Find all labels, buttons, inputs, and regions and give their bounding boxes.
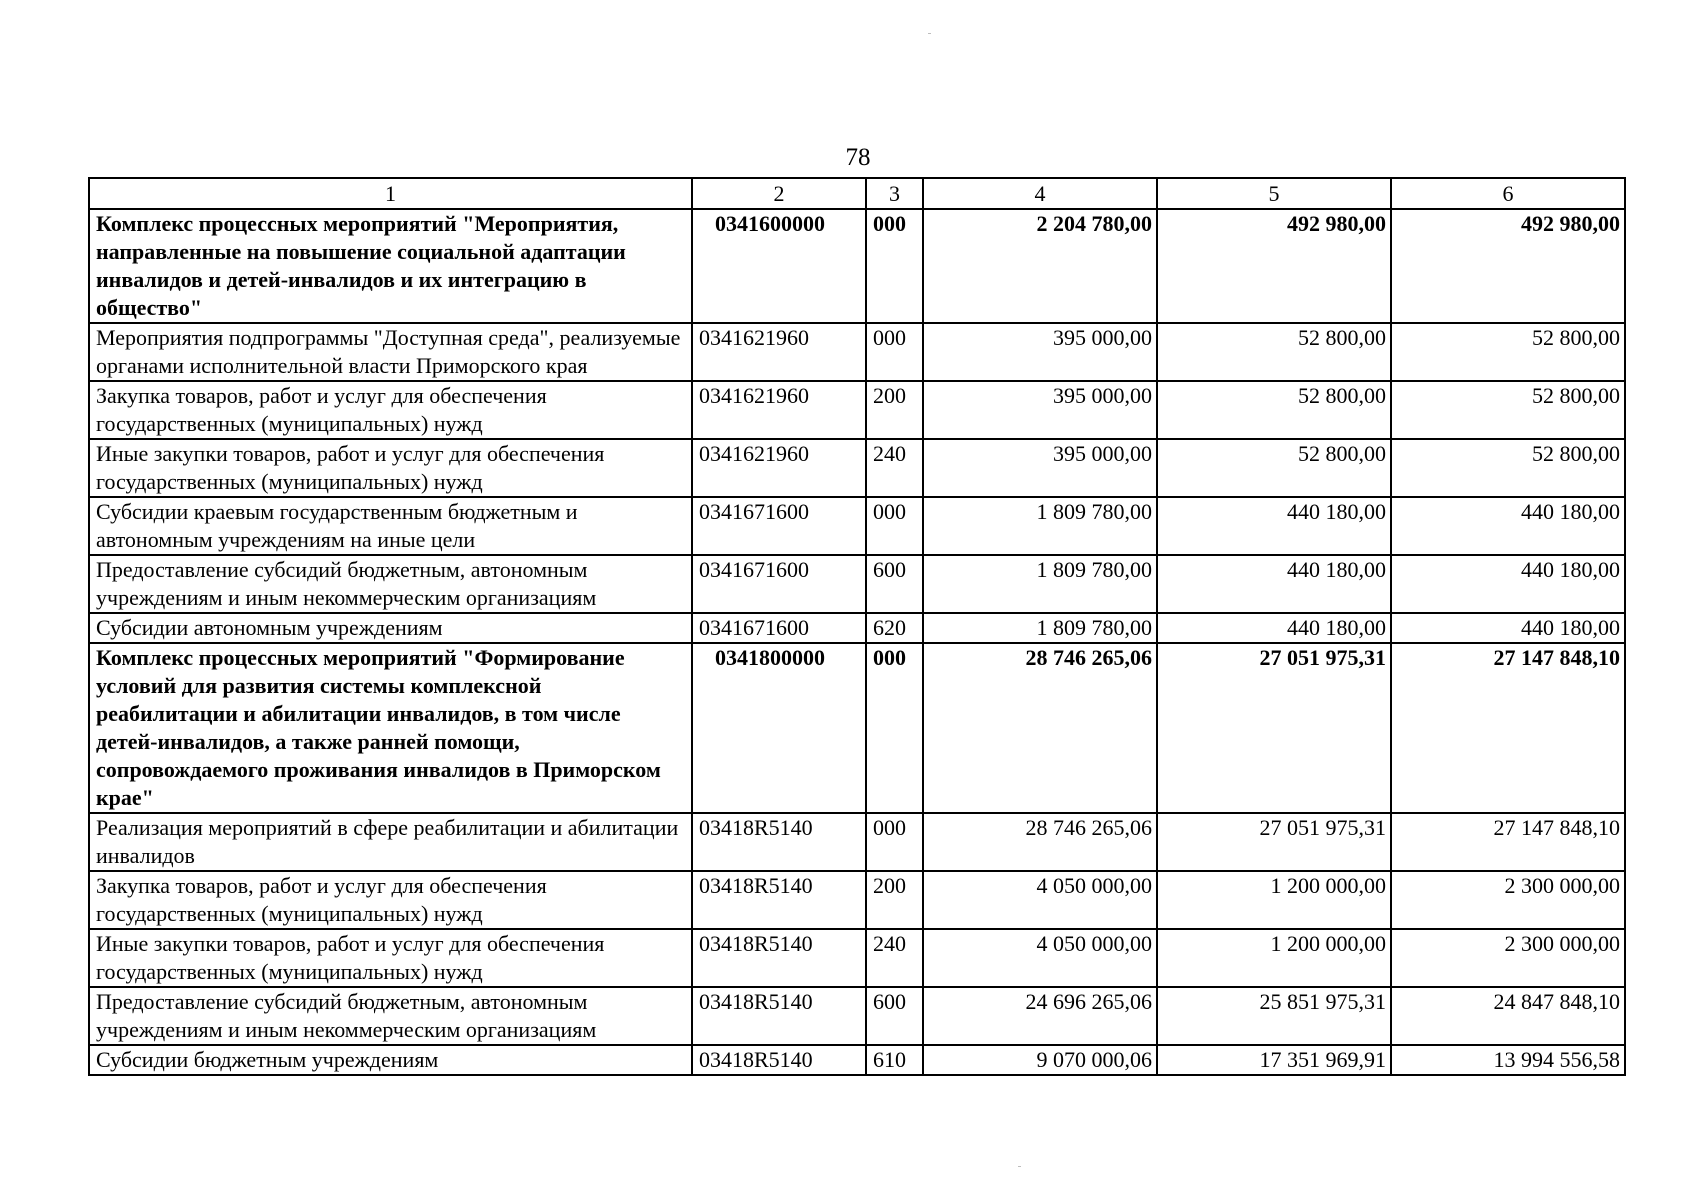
page-number: 78 [845, 144, 871, 171]
amount-year-2-cell: 1 200 000,00 [1157, 871, 1391, 929]
scan-mark [1018, 1166, 1021, 1167]
scan-mark [928, 33, 931, 34]
amount-year-2-cell: 27 051 975,31 [1157, 813, 1391, 871]
target-article-code-cell: 0341671600 [692, 613, 866, 643]
row-name-cell: Субсидии краевым государственным бюджетным и автономным учреждениям на иные цели [89, 497, 692, 555]
column-number-row [89, 178, 1625, 209]
row-name-cell: Иные закупки товаров, работ и услуг для обеспечения государственных (муниципальных) нужд [89, 929, 692, 987]
amount-year-1-cell: 395 000,00 [923, 381, 1157, 439]
amount-year-2-cell: 25 851 975,31 [1157, 987, 1391, 1045]
amount-year-3-cell: 13 994 556,58 [1391, 1045, 1625, 1075]
amount-year-2-cell: 52 800,00 [1157, 381, 1391, 439]
amount-year-1-cell: 395 000,00 [923, 439, 1157, 497]
expense-type-code-cell: 200 [866, 871, 923, 929]
amount-year-2-cell: 52 800,00 [1157, 439, 1391, 497]
target-article-code-cell: 0341621960 [692, 323, 866, 381]
expense-type-code-cell: 240 [866, 929, 923, 987]
amount-year-3-cell: 52 800,00 [1391, 381, 1625, 439]
amount-year-3-cell: 27 147 848,10 [1391, 813, 1625, 871]
amount-year-3-cell: 2 300 000,00 [1391, 871, 1625, 929]
amount-year-3-cell: 440 180,00 [1391, 497, 1625, 555]
amount-year-1-cell: 28 746 265,06 [923, 643, 1157, 813]
target-article-code-cell: 0341671600 [692, 555, 866, 613]
table-row [89, 929, 1625, 987]
row-name-cell: Реализация мероприятий в сфере реабилитации и абилитации инвалидов [89, 813, 692, 871]
table-row [89, 1045, 1625, 1075]
row-name-cell: Иные закупки товаров, работ и услуг для обеспечения государственных (муниципальных) нужд [89, 439, 692, 497]
amount-year-2-cell: 27 051 975,31 [1157, 643, 1391, 813]
row-name-cell: Комплекс процессных мероприятий "Мероприятия, направленные на повышение социальной адаптации инвалидов и детей-инвалидов и их интеграцию в общество" [89, 209, 692, 323]
amount-year-1-cell: 1 809 780,00 [923, 613, 1157, 643]
amount-year-1-cell: 24 696 265,06 [923, 987, 1157, 1045]
amount-year-2-cell: 492 980,00 [1157, 209, 1391, 323]
target-article-code-cell: 03418R5140 [692, 987, 866, 1045]
row-name-cell: Закупка товаров, работ и услуг для обеспечения государственных (муниципальных) нужд [89, 381, 692, 439]
amount-year-1-cell: 4 050 000,00 [923, 871, 1157, 929]
expense-type-code-cell: 610 [866, 1045, 923, 1075]
column-header-3: 3 [866, 178, 923, 209]
table-row [89, 613, 1625, 643]
row-name-cell: Предоставление субсидий бюджетным, автономным учреждениям и иным некоммерческим организациям [89, 555, 692, 613]
row-name-cell: Предоставление субсидий бюджетным, автономным учреждениям и иным некоммерческим организациям [89, 987, 692, 1045]
table-row [89, 987, 1625, 1045]
expense-type-code-cell: 240 [866, 439, 923, 497]
table-row [89, 555, 1625, 613]
expense-type-code-cell: 000 [866, 643, 923, 813]
amount-year-3-cell: 2 300 000,00 [1391, 929, 1625, 987]
expense-type-code-cell: 000 [866, 209, 923, 323]
column-header-2: 2 [692, 178, 866, 209]
column-header-5: 5 [1157, 178, 1391, 209]
target-article-code-cell: 0341621960 [692, 381, 866, 439]
amount-year-1-cell: 2 204 780,00 [923, 209, 1157, 323]
expense-type-code-cell: 600 [866, 555, 923, 613]
amount-year-3-cell: 27 147 848,10 [1391, 643, 1625, 813]
expense-type-code-cell: 600 [866, 987, 923, 1045]
amount-year-2-cell: 440 180,00 [1157, 497, 1391, 555]
row-name-cell: Мероприятия подпрограммы "Доступная среда", реализуемые органами исполнительной власти Приморского края [89, 323, 692, 381]
amount-year-1-cell: 28 746 265,06 [923, 813, 1157, 871]
row-name-cell: Субсидии бюджетным учреждениям [89, 1045, 692, 1075]
budget-table [88, 177, 1626, 1076]
expense-type-code-cell: 200 [866, 381, 923, 439]
amount-year-2-cell: 440 180,00 [1157, 555, 1391, 613]
amount-year-3-cell: 440 180,00 [1391, 555, 1625, 613]
expense-type-code-cell: 000 [866, 813, 923, 871]
target-article-code-cell: 0341600000 [692, 209, 866, 323]
amount-year-1-cell: 395 000,00 [923, 323, 1157, 381]
target-article-code-cell: 03418R5140 [692, 1045, 866, 1075]
amount-year-3-cell: 492 980,00 [1391, 209, 1625, 323]
table-body [89, 209, 1625, 1075]
expense-type-code-cell: 620 [866, 613, 923, 643]
amount-year-2-cell: 440 180,00 [1157, 613, 1391, 643]
expense-type-code-cell: 000 [866, 323, 923, 381]
table-row [89, 209, 1625, 323]
target-article-code-cell: 03418R5140 [692, 813, 866, 871]
table-row [89, 871, 1625, 929]
table-row [89, 643, 1625, 813]
amount-year-3-cell: 52 800,00 [1391, 323, 1625, 381]
amount-year-1-cell: 4 050 000,00 [923, 929, 1157, 987]
amount-year-2-cell: 17 351 969,91 [1157, 1045, 1391, 1075]
amount-year-3-cell: 24 847 848,10 [1391, 987, 1625, 1045]
amount-year-2-cell: 1 200 000,00 [1157, 929, 1391, 987]
amount-year-1-cell: 1 809 780,00 [923, 497, 1157, 555]
table-row [89, 323, 1625, 381]
table-row [89, 439, 1625, 497]
column-header-4: 4 [923, 178, 1157, 209]
column-header-6: 6 [1391, 178, 1625, 209]
amount-year-1-cell: 9 070 000,06 [923, 1045, 1157, 1075]
row-name-cell: Закупка товаров, работ и услуг для обеспечения государственных (муниципальных) нужд [89, 871, 692, 929]
expense-type-code-cell: 000 [866, 497, 923, 555]
target-article-code-cell: 0341800000 [692, 643, 866, 813]
amount-year-2-cell: 52 800,00 [1157, 323, 1391, 381]
target-article-code-cell: 03418R5140 [692, 871, 866, 929]
target-article-code-cell: 0341671600 [692, 497, 866, 555]
table-row [89, 381, 1625, 439]
amount-year-3-cell: 440 180,00 [1391, 613, 1625, 643]
target-article-code-cell: 0341621960 [692, 439, 866, 497]
table-row [89, 497, 1625, 555]
row-name-cell: Субсидии автономным учреждениям [89, 613, 692, 643]
row-name-cell: Комплекс процессных мероприятий "Формирование условий для развития системы комплексной реабилитации и абилитации инвалидов, в том числе детей-инвалидов, а также ранней помощи, сопровождаемого проживания инвалидов в Приморском крае" [89, 643, 692, 813]
table-row [89, 813, 1625, 871]
target-article-code-cell: 03418R5140 [692, 929, 866, 987]
amount-year-1-cell: 1 809 780,00 [923, 555, 1157, 613]
amount-year-3-cell: 52 800,00 [1391, 439, 1625, 497]
column-header-1: 1 [89, 178, 692, 209]
